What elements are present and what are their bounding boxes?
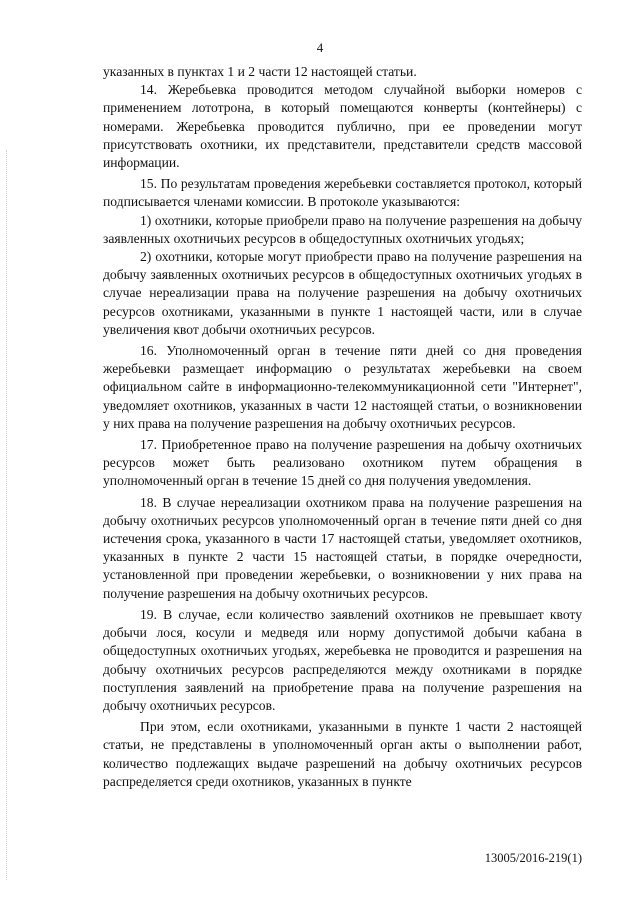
paragraph-19: 19. В случае, если количество заявлений охотников не превышает квоту добычи лося, косули и медведя или норму допустимой добычи кабана в общедоступных охотничьих угодьях, жеребьевка не проводится и разрешения на добычу охотничьих ресурсов распределяются между охотниками в порядке поступления заявлений на приобретение права на получение разрешения на добычу охотничьих ресурсов. [103,606,582,713]
scan-margin-marks [6,150,10,880]
paragraph-continuation: указанных в пунктах 1 и 2 части 12 настоящей статьи. [103,64,417,79]
paragraph-18: 18. В случае нереализации охотником права на получение разрешения на добычу охотничьих ресурсов уполномоченный орган в течение пяти дней со дня истечения срока, указанного в части 17 настоящей статьи, уведомляет охотников, указанных в пункте 2 части 15 настоящей статьи, в порядке очередности, установленной при проведении жеребьевки, о возникновении у них права на получение разрешения на добычу охотничьих ресурсов. [103,494,582,601]
paragraph-15-item-1: 1) охотники, которые приобрели право на получение разрешения на добычу заявленных охотничьих ресурсов в общедоступных охотничьих угодьях; [103,212,582,246]
paragraph-15-item-2: 2) охотники, которые могут приобрести право на получение разрешения на добычу заявленных охотничьих ресурсов в общедоступных охотничьих угодьях в случае нереализации права на получение разрешения на добычу охотничьих ресурсов охотниками, указанными в пункте 1 настоящей части, или в случае увеличения квот добычи охотничьих ресурсов. [103,249,582,337]
paragraph-16: 16. Уполномоченный орган в течение пяти дней со дня проведения жеребьевки размещает информацию о результатах жеребьевки на своем официальном сайте в информационно-телекоммуникационной сети "Интернет", уведомляет охотников, указанных в части 12 настоящей статьи, о возникновении у них права на получение разрешения на добычу охотничьих ресурсов. [103,343,582,431]
document-body [103,63,582,791]
paragraph-14: 14. Жеребьевка проводится методом случайной выборки номеров с применением лототрона, в который помещаются конверты (контейнеры) с номерами. Жеребьевка проводится публично, при ее проведении могут присутствовать охотники, их представители, представители средств массовой информации. [103,82,582,171]
paragraph-15: 15. По результатам проведения жеребьевки составляется протокол, который подписывается членами комиссии. В протоколе указываются: [103,176,582,210]
footer-document-code: 13005/2016-219(1) [484,851,582,865]
page-number: 4 [316,40,324,55]
paragraph-19-continuation: При этом, если охотниками, указанными в пункте 1 части 2 настоящей статьи, не представлены в уполномоченный орган акты о выполнении работ, количество подлежащих выдаче разрешений на добычу охотничьих ресурсов распределяется среди охотников, указанных в пункте [103,719,582,789]
paragraph-17: 17. Приобретенное право на получение разрешения на добычу охотничьих ресурсов может быть реализовано охотником путем обращения в уполномоченный орган в течение 15 дней со дня получения уведомления. [103,437,582,489]
